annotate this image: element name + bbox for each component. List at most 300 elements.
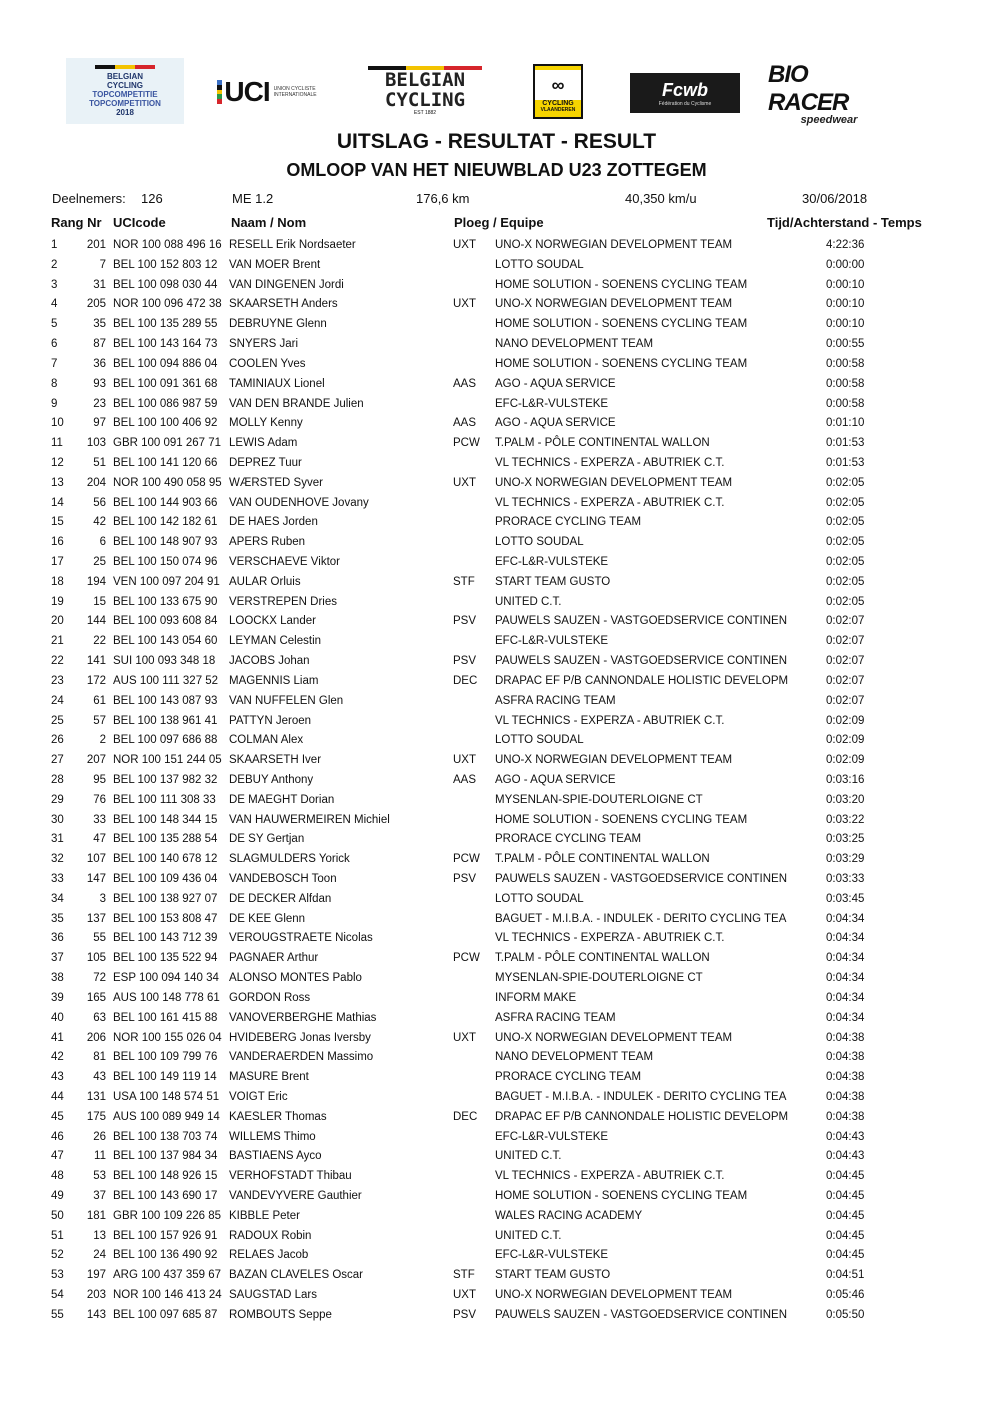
table-row xyxy=(0,276,993,296)
uci-code-cell: BEL 100 140 678 12 xyxy=(113,853,218,866)
team-name-cell: LOTTO SOUDAL xyxy=(495,258,584,271)
cycling-vlaanderen-logo xyxy=(533,64,583,119)
time-cell: 0:01:53 xyxy=(826,456,865,469)
uci-code-cell: BEL 100 152 803 12 xyxy=(113,258,218,271)
time-cell: 0:04:34 xyxy=(826,952,865,965)
bib-number-cell: 36 xyxy=(93,357,106,370)
bc-line-2: CYCLING xyxy=(384,89,466,111)
time-cell: 0:02:05 xyxy=(826,496,865,509)
table-row xyxy=(0,375,993,395)
table-row xyxy=(0,335,993,355)
team-name-cell: BAGUET - M.I.B.A. - INDULEK - DERITO CYCLING TEA xyxy=(495,912,787,925)
rank-cell: 11 xyxy=(51,437,63,450)
time-cell: 0:00:58 xyxy=(826,377,865,390)
team-name-cell: VL TECHNICS - EXPERZA - ABUTRIEK C.T. xyxy=(495,496,725,509)
rank-cell: 49 xyxy=(51,1190,64,1202)
table-row xyxy=(0,315,993,335)
rider-name-cell: VOIGT Eric xyxy=(229,1090,288,1103)
rider-name-cell: DEBRUYNE Glenn xyxy=(229,318,327,331)
topcomp-line-2: CYCLING xyxy=(107,81,143,90)
time-cell: 0:04:34 xyxy=(826,972,865,985)
infinity-icon: ∞ xyxy=(535,70,581,100)
uci-code-cell: BEL 100 143 087 93 xyxy=(113,694,218,707)
team-name-cell: BAGUET - M.I.B.A. - INDULEK - DERITO CYCLING TEA xyxy=(495,1090,787,1103)
rider-name-cell: RELAES Jacob xyxy=(229,1249,309,1262)
uci-code-cell: BEL 100 093 608 84 xyxy=(113,615,218,628)
rider-name-cell: HVIDEBERG Jonas Iversby xyxy=(229,1031,371,1044)
table-row xyxy=(0,434,993,454)
belgian-flag-icon xyxy=(95,65,155,69)
rank-cell: 52 xyxy=(51,1249,64,1262)
rider-name-cell: RADOUX Robin xyxy=(229,1229,312,1242)
time-cell: 0:04:45 xyxy=(826,1209,865,1222)
bib-number-cell: 2 xyxy=(99,734,106,747)
bib-number-cell: 147 xyxy=(86,873,106,885)
uci-code-cell: USA 100 148 574 51 xyxy=(113,1090,220,1103)
team-code-cell: STF xyxy=(453,575,475,588)
bib-number-cell: 141 xyxy=(86,655,106,668)
rank-cell: 25 xyxy=(51,714,64,727)
team-name-cell: T.PALM - PÔLE CONTINENTAL WALLON xyxy=(495,437,710,450)
rider-name-cell: WILLEMS Thimo xyxy=(229,1130,316,1143)
time-cell: 0:02:05 xyxy=(826,575,865,588)
team-name-cell: AGO - AQUA SERVICE xyxy=(495,773,616,786)
table-row xyxy=(0,256,993,276)
rank-cell: 39 xyxy=(51,991,64,1004)
uci-text: UCI xyxy=(224,76,270,107)
bioracer-logo xyxy=(768,60,890,126)
team-code-cell: PSV xyxy=(453,615,477,628)
header-rank-nr: Rang Nr xyxy=(51,215,102,230)
uci-code-cell: BEL 100 135 289 55 xyxy=(113,318,218,331)
uci-code-cell: BEL 100 100 406 92 xyxy=(113,417,218,430)
team-code-cell: AAS xyxy=(453,377,477,390)
topcomp-line-3: TOPCOMPETITIE xyxy=(92,90,158,99)
time-cell: 0:02:05 xyxy=(826,595,865,608)
rank-cell: 32 xyxy=(51,853,64,866)
table-row xyxy=(0,1246,993,1266)
rank-cell: 54 xyxy=(51,1289,64,1302)
team-name-cell: UNITED C.T. xyxy=(495,1150,562,1163)
bib-number-cell: 3 xyxy=(99,892,106,905)
bib-number-cell: 56 xyxy=(93,496,106,509)
time-cell: 0:02:07 xyxy=(826,635,865,648)
bib-number-cell: 87 xyxy=(93,338,106,351)
bib-number-cell: 143 xyxy=(86,1308,106,1321)
rider-name-cell: APERS Ruben xyxy=(229,536,306,549)
time-cell: 0:02:07 xyxy=(826,615,865,628)
uci-code-cell: BEL 100 153 808 47 xyxy=(113,912,218,925)
uci-code-cell: BEL 100 137 982 32 xyxy=(113,773,218,786)
bib-number-cell: 55 xyxy=(93,932,106,945)
rank-cell: 2 xyxy=(51,258,58,271)
time-cell: 0:00:55 xyxy=(826,338,865,351)
time-cell: 0:04:45 xyxy=(826,1229,865,1242)
time-cell: 0:03:29 xyxy=(826,853,865,866)
time-cell: 0:04:34 xyxy=(826,932,865,945)
team-code-cell: UXT xyxy=(453,298,476,311)
rank-cell: 5 xyxy=(51,318,58,331)
uci-code-cell: BEL 100 135 288 54 xyxy=(113,833,218,846)
team-name-cell: START TEAM GUSTO xyxy=(495,1269,611,1282)
rank-cell: 24 xyxy=(51,694,64,707)
table-row xyxy=(0,811,993,831)
bib-number-cell: 207 xyxy=(86,754,106,767)
uci-code-cell: BEL 100 148 907 93 xyxy=(113,536,218,549)
bib-number-cell: 7 xyxy=(99,258,106,271)
rank-cell: 12 xyxy=(51,456,64,469)
team-name-cell: NANO DEVELOPMENT TEAM xyxy=(495,1051,654,1064)
rank-cell: 48 xyxy=(51,1170,64,1183)
time-cell: 0:00:58 xyxy=(826,357,865,370)
rider-name-cell: LOOCKX Lander xyxy=(229,615,316,628)
table-row xyxy=(0,672,993,692)
bib-number-cell: 107 xyxy=(86,853,106,866)
bib-number-cell: 26 xyxy=(93,1130,106,1143)
race-distance: 176,6 km xyxy=(416,191,470,206)
table-row xyxy=(0,652,993,672)
bib-number-cell: 81 xyxy=(93,1051,106,1064)
uci-code-cell: BEL 100 161 415 88 xyxy=(113,1011,218,1024)
team-name-cell: START TEAM GUSTO xyxy=(495,575,611,588)
team-name-cell: NANO DEVELOPMENT TEAM xyxy=(495,338,654,351)
uci-code-cell: BEL 100 111 308 33 xyxy=(113,793,216,806)
rider-name-cell: VERSCHAEVE Viktor xyxy=(229,556,340,568)
team-name-cell: HOME SOLUTION - SOENENS CYCLING TEAM xyxy=(495,318,748,331)
team-name-cell: LOTTO SOUDAL xyxy=(495,734,584,747)
team-name-cell: DRAPAC EF P/B CANNONDALE HOLISTIC DEVELOPM xyxy=(495,674,789,687)
team-name-cell: VL TECHNICS - EXPERZA - ABUTRIEK C.T. xyxy=(495,1170,725,1183)
uci-code-cell: BEL 100 148 926 15 xyxy=(113,1170,218,1183)
bib-number-cell: 93 xyxy=(93,377,106,390)
bib-number-cell: 6 xyxy=(99,536,106,549)
bib-number-cell: 144 xyxy=(86,615,106,628)
rank-cell: 36 xyxy=(51,932,64,945)
rank-cell: 34 xyxy=(51,892,64,905)
rank-cell: 17 xyxy=(51,556,64,568)
rider-name-cell: DEPREZ Tuur xyxy=(229,456,302,469)
rider-name-cell: GORDON Ross xyxy=(229,991,311,1004)
table-row xyxy=(0,910,993,930)
rank-cell: 41 xyxy=(51,1031,64,1044)
team-name-cell: EFC-L&R-VULSTEKE xyxy=(495,397,609,410)
bib-number-cell: 63 xyxy=(93,1011,106,1024)
time-cell: 0:00:10 xyxy=(826,298,865,311)
team-name-cell: DRAPAC EF P/B CANNONDALE HOLISTIC DEVELOPM xyxy=(495,1110,789,1123)
table-row xyxy=(0,533,993,553)
team-name-cell: UNO-X NORWEGIAN DEVELOPMENT TEAM xyxy=(495,1031,733,1044)
uci-logo xyxy=(208,72,333,112)
time-cell: 0:00:58 xyxy=(826,397,865,410)
rank-cell: 9 xyxy=(51,397,58,410)
rank-cell: 37 xyxy=(51,952,64,965)
table-row xyxy=(0,414,993,434)
table-row xyxy=(0,1048,993,1068)
uci-code-cell: BEL 100 138 927 07 xyxy=(113,892,218,905)
table-row xyxy=(0,1207,993,1227)
time-cell: 0:04:38 xyxy=(826,1031,865,1044)
team-name-cell: VL TECHNICS - EXPERZA - ABUTRIEK C.T. xyxy=(495,714,725,727)
rider-name-cell: LEWIS Adam xyxy=(229,437,298,450)
table-row xyxy=(0,295,993,315)
table-row xyxy=(0,1108,993,1128)
uci-code-cell: BEL 100 135 522 94 xyxy=(113,952,218,965)
time-cell: 0:03:25 xyxy=(826,833,865,846)
team-name-cell: UNO-X NORWEGIAN DEVELOPMENT TEAM xyxy=(495,239,733,251)
rank-cell: 13 xyxy=(51,476,64,489)
rider-name-cell: VAN OUDENHOVE Jovany xyxy=(229,496,369,509)
time-cell: 0:02:09 xyxy=(826,734,865,747)
uci-code-cell: BEL 100 091 361 68 xyxy=(113,377,218,390)
rank-cell: 43 xyxy=(51,1071,64,1084)
rider-name-cell: MAGENNIS Liam xyxy=(229,674,319,687)
header-time: Tijd/Achterstand - Temps xyxy=(767,215,922,230)
uci-code-cell: BEL 100 086 987 59 xyxy=(113,397,218,410)
time-cell: 0:03:20 xyxy=(826,793,865,806)
rider-name-cell: SAUGSTAD Lars xyxy=(229,1289,317,1302)
fcwb-logo xyxy=(630,73,740,113)
team-code-cell: AAS xyxy=(453,773,477,786)
uci-code-cell: ESP 100 094 140 34 xyxy=(113,972,219,985)
time-cell: 0:04:45 xyxy=(826,1190,865,1202)
table-row xyxy=(0,454,993,474)
uci-code-cell: BEL 100 143 054 60 xyxy=(113,635,218,648)
table-row xyxy=(0,989,993,1009)
rank-cell: 50 xyxy=(51,1209,64,1222)
uci-code-cell: BEL 100 097 685 87 xyxy=(113,1308,218,1321)
fcwb-text: Fcwb xyxy=(661,79,708,100)
table-row xyxy=(0,731,993,751)
uci-code-cell: NOR 100 146 413 24 xyxy=(113,1289,222,1302)
uci-code-cell: AUS 100 111 327 52 xyxy=(113,674,219,687)
rider-name-cell: DE HAES Jorden xyxy=(229,516,318,529)
rank-cell: 1 xyxy=(51,239,58,251)
rank-cell: 20 xyxy=(51,615,64,628)
rider-name-cell: DE SY Gertjan xyxy=(229,833,305,846)
uci-code-cell: NOR 100 490 058 95 xyxy=(113,476,222,489)
race-date: 30/06/2018 xyxy=(802,191,868,206)
rank-cell: 22 xyxy=(51,655,64,668)
bib-number-cell: 206 xyxy=(86,1031,106,1044)
rider-name-cell: VAN DINGENEN Jordi xyxy=(229,278,344,291)
rider-name-cell: DE KEE Glenn xyxy=(229,912,306,925)
uci-code-cell: BEL 100 142 182 61 xyxy=(113,516,218,529)
time-cell: 0:04:43 xyxy=(826,1150,865,1163)
rank-cell: 18 xyxy=(51,575,64,588)
rider-name-cell: SLAGMULDERS Yorick xyxy=(229,853,350,866)
bib-number-cell: 33 xyxy=(93,813,106,826)
team-code-cell: PSV xyxy=(453,873,477,885)
time-cell: 0:03:22 xyxy=(826,813,865,826)
team-name-cell: T.PALM - PÔLE CONTINENTAL WALLON xyxy=(495,853,710,866)
team-code-cell: STF xyxy=(453,1269,475,1282)
rider-name-cell: VAN DEN BRANDE Julien xyxy=(229,397,364,410)
uci-code-cell: BEL 100 094 886 04 xyxy=(113,357,218,370)
bib-number-cell: 61 xyxy=(93,694,106,707)
rider-name-cell: VANDEVYVERE Gauthier xyxy=(229,1190,362,1202)
bib-number-cell: 22 xyxy=(93,635,106,648)
uci-code-cell: BEL 100 136 490 92 xyxy=(113,1249,218,1262)
rider-name-cell: SKAARSETH Iver xyxy=(229,754,322,767)
uci-code-cell: NOR 100 155 026 04 xyxy=(113,1031,222,1044)
results-table xyxy=(0,236,993,1326)
uci-code-cell: BEL 100 150 074 96 xyxy=(113,556,218,568)
rank-cell: 6 xyxy=(51,338,58,351)
rider-name-cell: RESELL Erik Nordsaeter xyxy=(229,239,356,251)
table-row xyxy=(0,929,993,949)
table-row xyxy=(0,890,993,910)
rider-name-cell: COLMAN Alex xyxy=(229,734,304,747)
time-cell: 0:04:34 xyxy=(826,912,865,925)
uci-code-cell: NOR 100 096 472 38 xyxy=(113,298,222,311)
uci-code-cell: GBR 100 109 226 85 xyxy=(113,1209,222,1222)
fcwb-subtitle: Fédération du Cyclisme xyxy=(658,100,712,107)
belgian-cycling-logo xyxy=(366,58,484,124)
uci-code-cell: GBR 100 091 267 71 xyxy=(113,437,222,450)
time-cell: 0:02:09 xyxy=(826,714,865,727)
table-row xyxy=(0,969,993,989)
uci-stripes-icon xyxy=(217,80,222,104)
table-row xyxy=(0,1147,993,1167)
time-cell: 0:02:05 xyxy=(826,476,865,489)
race-title: OMLOOP VAN HET NIEUWBLAD U23 ZOTTEGEM xyxy=(286,160,707,180)
uci-code-cell: NOR 100 088 496 16 xyxy=(113,239,222,251)
time-cell: 0:04:38 xyxy=(826,1110,865,1123)
rank-cell: 53 xyxy=(51,1269,64,1282)
rank-cell: 15 xyxy=(51,516,64,529)
rider-name-cell: MOLLY Kenny xyxy=(229,417,303,430)
uci-code-cell: BEL 100 143 712 39 xyxy=(113,932,218,945)
table-row xyxy=(0,1009,993,1029)
bib-number-cell: 31 xyxy=(93,278,106,291)
bioracer-subtitle: speedwear xyxy=(800,113,858,126)
table-row xyxy=(0,692,993,712)
rank-cell: 35 xyxy=(51,912,64,925)
time-cell: 0:04:38 xyxy=(826,1071,865,1084)
bc-line-1: BELGIAN xyxy=(384,69,466,91)
cv-line-1: CYCLING xyxy=(542,100,574,107)
team-name-cell: EFC-L&R-VULSTEKE xyxy=(495,1249,609,1262)
uci-code-cell: NOR 100 151 244 05 xyxy=(113,754,222,767)
topcomp-year: 2018 xyxy=(116,108,134,117)
bib-number-cell: 15 xyxy=(93,595,106,608)
time-cell: 0:00:10 xyxy=(826,278,865,291)
rank-cell: 3 xyxy=(51,278,58,291)
bib-number-cell: 172 xyxy=(86,674,106,687)
rank-cell: 23 xyxy=(51,674,64,687)
team-code-cell: PCW xyxy=(453,952,480,965)
team-name-cell: EFC-L&R-VULSTEKE xyxy=(495,556,609,568)
table-row xyxy=(0,1286,993,1306)
team-code-cell: DEC xyxy=(453,674,478,687)
team-code-cell: UXT xyxy=(453,239,476,251)
team-code-cell: UXT xyxy=(453,1289,476,1302)
time-cell: 0:05:50 xyxy=(826,1308,865,1321)
rider-name-cell: ALONSO MONTES Pablo xyxy=(229,972,362,985)
bib-number-cell: 103 xyxy=(86,437,106,450)
time-cell: 0:01:10 xyxy=(826,417,865,430)
rider-name-cell: PAGNAER Arthur xyxy=(229,952,319,965)
rank-cell: 21 xyxy=(51,635,64,648)
race-category: ME 1.2 xyxy=(232,191,274,206)
rider-name-cell: LEYMAN Celestin xyxy=(229,635,322,648)
rider-name-cell: DE MAEGHT Dorian xyxy=(229,793,335,806)
uci-code-cell: BEL 100 109 799 76 xyxy=(113,1051,218,1064)
time-cell: 0:04:34 xyxy=(826,991,865,1004)
uci-code-cell: BEL 100 133 675 90 xyxy=(113,595,218,608)
bc-est: EST 1882 xyxy=(413,110,437,116)
table-row xyxy=(0,751,993,771)
team-name-cell: PRORACE CYCLING TEAM xyxy=(495,1071,642,1084)
table-row xyxy=(0,236,993,256)
bib-number-cell: 72 xyxy=(93,972,106,985)
rank-cell: 26 xyxy=(51,734,64,747)
team-name-cell: UNO-X NORWEGIAN DEVELOPMENT TEAM xyxy=(495,298,733,311)
table-row xyxy=(0,771,993,791)
uci-code-cell: AUS 100 148 778 61 xyxy=(113,991,220,1004)
time-cell: 0:02:07 xyxy=(826,694,865,707)
cv-line-2: VLAANDEREN xyxy=(540,107,576,113)
bib-number-cell: 131 xyxy=(86,1090,106,1103)
bib-number-cell: 42 xyxy=(93,516,106,529)
rider-name-cell: KAESLER Thomas xyxy=(229,1110,327,1123)
uci-code-cell: BEL 100 143 164 73 xyxy=(113,338,218,351)
uci-code-cell: BEL 100 098 030 44 xyxy=(113,278,218,291)
bib-number-cell: 181 xyxy=(86,1209,106,1222)
rider-name-cell: MASURE Brent xyxy=(229,1071,309,1084)
team-name-cell: HOME SOLUTION - SOENENS CYCLING TEAM xyxy=(495,813,748,826)
rider-name-cell: BASTIAENS Ayco xyxy=(229,1150,322,1163)
team-name-cell: PAUWELS SAUZEN - VASTGOEDSERVICE CONTINEN xyxy=(495,873,788,885)
time-cell: 0:03:45 xyxy=(826,892,865,905)
table-row xyxy=(0,553,993,573)
team-name-cell: PRORACE CYCLING TEAM xyxy=(495,516,642,529)
table-row xyxy=(0,830,993,850)
rider-name-cell: JACOBS Johan xyxy=(229,655,310,668)
table-row xyxy=(0,494,993,514)
rider-name-cell: SKAARSETH Anders xyxy=(229,298,338,311)
rank-cell: 33 xyxy=(51,873,64,885)
table-row xyxy=(0,395,993,415)
time-cell: 0:03:16 xyxy=(826,773,865,786)
table-row xyxy=(0,1068,993,1088)
bib-number-cell: 137 xyxy=(86,912,106,925)
rider-name-cell: VANOVERBERGHE Mathias xyxy=(229,1011,377,1024)
rank-cell: 38 xyxy=(51,972,64,985)
rank-cell: 44 xyxy=(51,1090,64,1103)
rank-cell: 42 xyxy=(51,1051,64,1064)
topcompetitie-logo xyxy=(66,58,184,124)
rider-name-cell: AULAR Orluis xyxy=(229,575,301,588)
uci-code-cell: BEL 100 148 344 15 xyxy=(113,813,218,826)
table-row xyxy=(0,612,993,632)
rider-name-cell: DE DECKER Alfdan xyxy=(229,892,332,905)
rank-cell: 10 xyxy=(51,417,64,430)
topcomp-line-4: TOPCOMPETITION xyxy=(89,99,161,108)
rider-name-cell: SNYERS Jari xyxy=(229,338,299,351)
rider-name-cell: TAMINIAUX Lionel xyxy=(229,377,325,390)
bib-number-cell: 95 xyxy=(93,773,106,786)
uci-code-cell: AUS 100 089 949 14 xyxy=(113,1110,220,1123)
uci-code-cell: BEL 100 144 903 66 xyxy=(113,496,218,509)
team-code-cell: PCW xyxy=(453,437,480,450)
rank-cell: 31 xyxy=(51,833,64,846)
team-code-cell: DEC xyxy=(453,1110,478,1123)
table-row xyxy=(0,949,993,969)
team-name-cell: UNO-X NORWEGIAN DEVELOPMENT TEAM xyxy=(495,1289,733,1302)
rider-name-cell: BAZAN CLAVELES Oscar xyxy=(229,1269,363,1282)
table-row xyxy=(0,712,993,732)
